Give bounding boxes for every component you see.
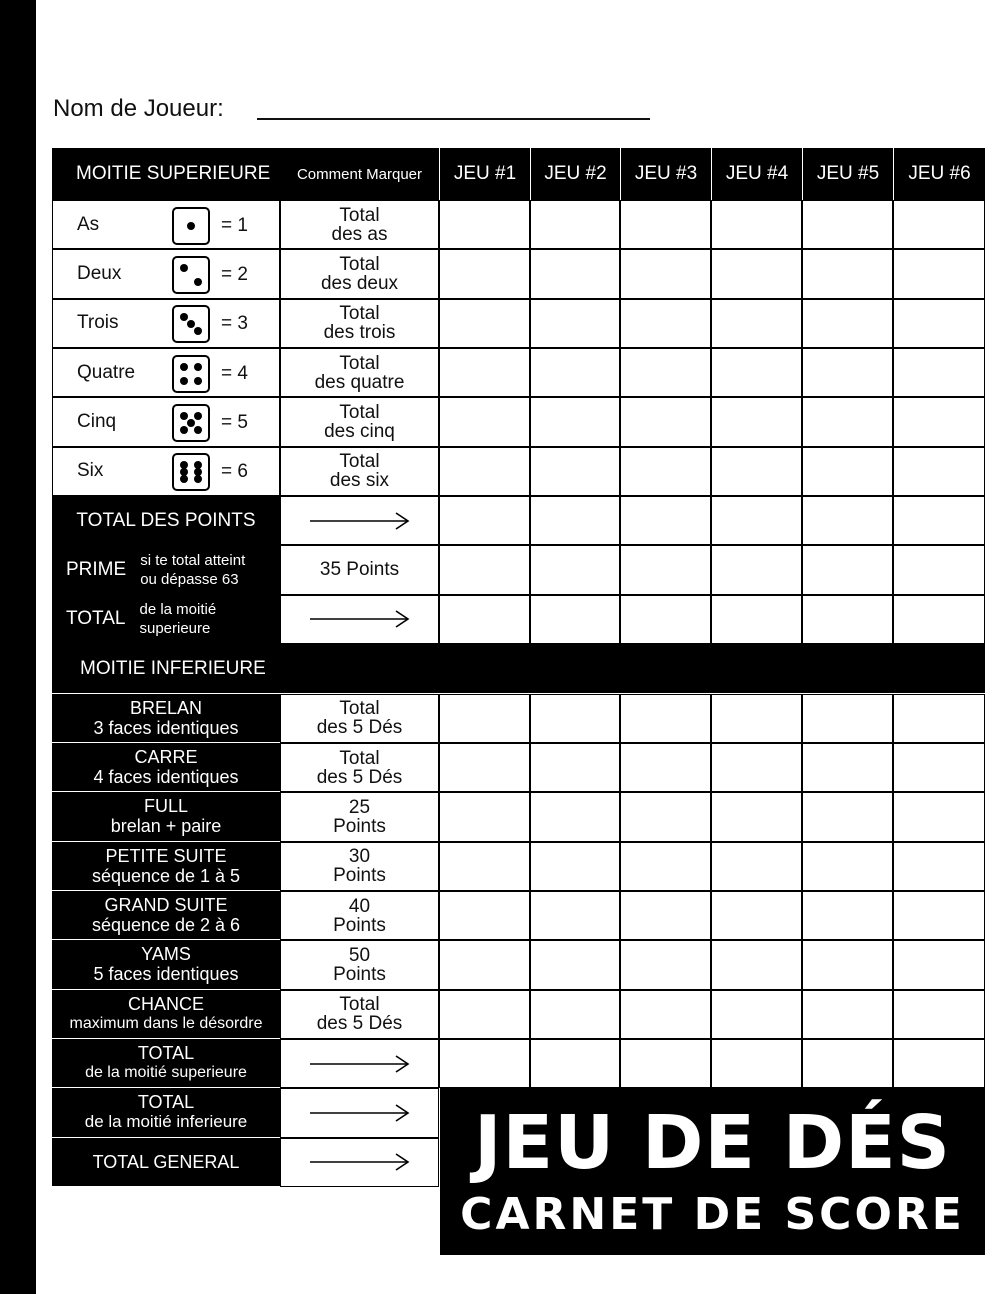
die-pip bbox=[180, 313, 188, 321]
score-cell-lower-1-game-4[interactable] bbox=[711, 694, 802, 743]
score-cell-lower-4-game-3[interactable] bbox=[620, 842, 711, 891]
lower-row-7-howto-line: des 5 Dés bbox=[316, 1013, 403, 1035]
score-cell-lower-5-game-3[interactable] bbox=[620, 891, 711, 940]
upper-row-label: Cinq bbox=[77, 411, 117, 433]
score-cell-upper-4-game-3[interactable] bbox=[620, 348, 711, 397]
score-cell-total-points-game-6[interactable] bbox=[893, 496, 985, 545]
lower-section-title: MOITIE INFERIEURE bbox=[80, 657, 266, 679]
lower-row-4-howto-line: Points bbox=[333, 865, 386, 887]
score-cell-upper-3-game-4[interactable] bbox=[711, 299, 802, 348]
final-row-label-line: TOTAL GENERAL bbox=[92, 1151, 240, 1172]
die-value: = 2 bbox=[221, 264, 248, 286]
score-cell-lower-6-game-2[interactable] bbox=[530, 940, 620, 989]
score-cell-lower-1-game-1[interactable] bbox=[439, 694, 530, 743]
score-cell-lower-8-game-3[interactable] bbox=[620, 1039, 711, 1088]
final-row-label-line: TOTAL bbox=[137, 1092, 195, 1113]
upper-total-note-line: de la moitié bbox=[139, 601, 217, 619]
score-cell-lower-7-game-6[interactable] bbox=[893, 990, 985, 1039]
upper-total-note bbox=[139, 600, 216, 638]
score-cell-lower-5-game-4[interactable] bbox=[711, 891, 802, 940]
die-value: = 6 bbox=[221, 461, 248, 483]
score-cell-lower-8-game-5[interactable] bbox=[802, 1039, 893, 1088]
score-cell-upper-6-game-6[interactable] bbox=[893, 447, 985, 496]
lower-row-6-howto-line: 50 bbox=[348, 944, 371, 966]
score-cell-lower-8-game-6[interactable] bbox=[893, 1039, 985, 1088]
score-cell-upper-6-game-1[interactable] bbox=[439, 447, 530, 496]
lower-row-6-howto-line: Points bbox=[333, 963, 386, 985]
score-cell-bonus-game-2[interactable] bbox=[530, 545, 620, 594]
die-pip bbox=[194, 475, 202, 483]
score-cell-upper-2-game-5[interactable] bbox=[802, 249, 893, 298]
bonus-note bbox=[140, 551, 245, 589]
score-cell-upper-6-game-3[interactable] bbox=[620, 447, 711, 496]
lower-row-label-line: séquence de 1 à 5 bbox=[91, 865, 241, 886]
score-cell-upper-1-game-6[interactable] bbox=[893, 200, 985, 249]
total-points-text: TOTAL DES POINTS bbox=[76, 509, 256, 531]
score-cell-upper-3-game-6[interactable] bbox=[893, 299, 985, 348]
score-cell-lower-3-game-1[interactable] bbox=[439, 792, 530, 841]
how-to-score-six bbox=[280, 447, 439, 496]
upper-row-cinq bbox=[52, 397, 280, 446]
score-cell-lower-4-game-5[interactable] bbox=[802, 842, 893, 891]
score-cell-upper-3-game-1[interactable] bbox=[439, 299, 530, 348]
upper-section-title: MOITIE SUPERIEURE bbox=[76, 163, 271, 184]
score-cell-upper-2-game-6[interactable] bbox=[893, 249, 985, 298]
bonus-title: PRIME bbox=[66, 559, 127, 581]
score-cell-lower-1-game-6[interactable] bbox=[893, 694, 985, 743]
die-pip bbox=[194, 426, 202, 434]
die-face-3-icon bbox=[172, 305, 210, 343]
lower-row-label-line: CARRE bbox=[134, 747, 198, 768]
lower-row-7-label bbox=[52, 990, 280, 1039]
how-to-score-six-line: des six bbox=[329, 470, 390, 492]
how-to-score-cinq-line: Total bbox=[339, 402, 380, 424]
game-header-label: JEU #3 bbox=[634, 163, 698, 184]
lower-row-4-label bbox=[52, 842, 280, 891]
score-cell-upper-5-game-6[interactable] bbox=[893, 397, 985, 446]
die-face-2-icon bbox=[172, 256, 210, 294]
lower-row-3-howto-line: Points bbox=[333, 815, 386, 837]
score-cell-upper-total-game-5[interactable] bbox=[802, 595, 893, 644]
score-cell-upper-4-game-1[interactable] bbox=[439, 348, 530, 397]
score-cell-upper-6-game-5[interactable] bbox=[802, 447, 893, 496]
upper-total-label bbox=[52, 595, 280, 644]
die-pip bbox=[194, 412, 202, 420]
score-cell-upper-total-game-3[interactable] bbox=[620, 595, 711, 644]
lower-row-3-howto bbox=[280, 792, 439, 841]
lower-row-8-label bbox=[52, 1039, 280, 1088]
score-cell-lower-7-game-3[interactable] bbox=[620, 990, 711, 1039]
score-cell-lower-3-game-4[interactable] bbox=[711, 792, 802, 841]
score-cell-bonus-game-1[interactable] bbox=[439, 545, 530, 594]
die-pip bbox=[187, 419, 195, 427]
score-cell-upper-total-game-4[interactable] bbox=[711, 595, 802, 644]
lower-row-label-line: brelan + paire bbox=[110, 816, 222, 837]
score-cell-bonus-game-3[interactable] bbox=[620, 545, 711, 594]
lower-row-label-line: 3 faces identiques bbox=[93, 717, 239, 738]
score-cell-lower-5-game-1[interactable] bbox=[439, 891, 530, 940]
right-arrow-icon bbox=[308, 1054, 412, 1074]
die-value: = 3 bbox=[221, 313, 248, 335]
how-to-score-quatre-line: Total bbox=[339, 352, 380, 374]
score-cell-upper-1-game-2[interactable] bbox=[530, 200, 620, 249]
score-cell-upper-4-game-4[interactable] bbox=[711, 348, 802, 397]
game-header-label: JEU #1 bbox=[453, 163, 517, 184]
bonus-note-line: ou dépasse 63 bbox=[140, 571, 239, 589]
score-cell-upper-4-game-6[interactable] bbox=[893, 348, 985, 397]
score-cell-upper-5-game-1[interactable] bbox=[439, 397, 530, 446]
lower-row-6-label bbox=[52, 940, 280, 989]
lower-row-6-howto bbox=[280, 940, 439, 989]
lower-row-label-line: TOTAL bbox=[137, 1043, 195, 1064]
score-cell-upper-3-game-3[interactable] bbox=[620, 299, 711, 348]
die-pip bbox=[194, 377, 202, 385]
score-cell-upper-1-game-5[interactable] bbox=[802, 200, 893, 249]
how-to-score-trois-line: des trois bbox=[323, 322, 396, 344]
upper-row-label: Quatre bbox=[77, 361, 136, 383]
score-cell-lower-8-game-1[interactable] bbox=[439, 1039, 530, 1088]
score-cell-upper-1-game-3[interactable] bbox=[620, 200, 711, 249]
lower-row-8-howto bbox=[280, 1039, 439, 1088]
score-cell-upper-total-game-6[interactable] bbox=[893, 595, 985, 644]
right-arrow-icon bbox=[308, 609, 412, 629]
right-arrow-icon bbox=[308, 511, 412, 531]
score-cell-upper-1-game-4[interactable] bbox=[711, 200, 802, 249]
score-cell-upper-4-game-5[interactable] bbox=[802, 348, 893, 397]
game-header-5 bbox=[802, 148, 893, 200]
upper-row-trois bbox=[52, 299, 280, 348]
final-row-label-line: de la moitié inferieure bbox=[84, 1112, 248, 1132]
score-cell-lower-6-game-1[interactable] bbox=[439, 940, 530, 989]
die-pip bbox=[187, 320, 195, 328]
how-to-score-deux-line: Total bbox=[339, 254, 380, 276]
score-cell-upper-5-game-3[interactable] bbox=[620, 397, 711, 446]
upper-row-label: Deux bbox=[77, 263, 122, 285]
lower-row-label-line: BRELAN bbox=[129, 697, 203, 718]
game-header-label: JEU #6 bbox=[908, 163, 971, 184]
player-name-field[interactable] bbox=[257, 118, 650, 120]
score-cell-lower-2-game-2[interactable] bbox=[530, 743, 620, 792]
score-cell-total-points-game-1[interactable] bbox=[439, 496, 530, 545]
cover-title-box bbox=[440, 1087, 985, 1255]
how-to-score-quatre-line: des quatre bbox=[314, 371, 405, 393]
game-header-4 bbox=[711, 148, 802, 200]
score-cell-upper-2-game-3[interactable] bbox=[620, 249, 711, 298]
score-cell-bonus-game-6[interactable] bbox=[893, 545, 985, 594]
die-face-6-icon bbox=[172, 453, 210, 491]
lower-row-label-line: YAMS bbox=[141, 944, 191, 965]
score-cell-bonus-game-4[interactable] bbox=[711, 545, 802, 594]
upper-row-quatre bbox=[52, 348, 280, 397]
right-arrow-icon bbox=[308, 1103, 412, 1123]
game-header-label: JEU #2 bbox=[544, 163, 607, 184]
die-pip bbox=[187, 222, 195, 230]
lower-row-label-line: 5 faces identiques bbox=[93, 964, 239, 985]
score-cell-upper-3-game-2[interactable] bbox=[530, 299, 620, 348]
die-pip bbox=[194, 363, 202, 371]
binding-spine bbox=[0, 0, 36, 1294]
game-header-2 bbox=[530, 148, 620, 200]
score-cell-lower-3-game-2[interactable] bbox=[530, 792, 620, 841]
final-row-2-howto bbox=[280, 1138, 439, 1187]
die-pip bbox=[180, 264, 188, 272]
score-cell-upper-2-game-2[interactable] bbox=[530, 249, 620, 298]
die-pip bbox=[180, 475, 188, 483]
die-pip bbox=[180, 426, 188, 434]
die-face-1-icon bbox=[172, 207, 210, 245]
score-cell-lower-7-game-4[interactable] bbox=[711, 990, 802, 1039]
final-row-1-howto bbox=[280, 1088, 439, 1137]
lower-row-4-howto-line: 30 bbox=[348, 846, 371, 868]
upper-row-label: Six bbox=[77, 460, 104, 482]
lower-row-3-howto-line: 25 bbox=[348, 796, 371, 818]
die-value: = 4 bbox=[221, 362, 248, 384]
game-header-6 bbox=[893, 148, 985, 200]
score-cell-lower-1-game-3[interactable] bbox=[620, 694, 711, 743]
bonus-points: 35 Points bbox=[319, 559, 400, 581]
die-pip bbox=[194, 327, 202, 335]
score-cell-total-points-game-4[interactable] bbox=[711, 496, 802, 545]
lower-row-4-howto bbox=[280, 842, 439, 891]
score-cell-lower-6-game-5[interactable] bbox=[802, 940, 893, 989]
game-header-label: JEU #4 bbox=[725, 163, 789, 184]
final-row-2-label bbox=[52, 1138, 280, 1187]
die-pip bbox=[180, 412, 188, 420]
lower-row-2-howto bbox=[280, 743, 439, 792]
how-to-score-as bbox=[280, 200, 439, 249]
lower-row-5-label bbox=[52, 891, 280, 940]
score-cell-lower-3-game-6[interactable] bbox=[893, 792, 985, 841]
score-cell-lower-6-game-4[interactable] bbox=[711, 940, 802, 989]
score-cell-lower-8-game-4[interactable] bbox=[711, 1039, 802, 1088]
lower-row-1-howto-line: Total bbox=[339, 698, 380, 720]
game-header-3 bbox=[620, 148, 711, 200]
die-value: = 5 bbox=[221, 412, 248, 434]
lower-row-2-howto-line: Total bbox=[339, 747, 380, 769]
upper-section-header bbox=[52, 148, 280, 200]
lower-row-label-line: 4 faces identiques bbox=[93, 767, 239, 788]
score-cell-upper-5-game-4[interactable] bbox=[711, 397, 802, 446]
lower-row-label-line: FULL bbox=[143, 796, 188, 817]
score-cell-lower-5-game-2[interactable] bbox=[530, 891, 620, 940]
lower-row-1-howto-line: des 5 Dés bbox=[316, 717, 403, 739]
upper-total-title: TOTAL bbox=[66, 608, 126, 630]
score-cell-upper-6-game-4[interactable] bbox=[711, 447, 802, 496]
how-to-score-six-line: Total bbox=[339, 451, 380, 473]
score-cell-lower-4-game-1[interactable] bbox=[439, 842, 530, 891]
bonus-label bbox=[52, 545, 280, 594]
score-cell-bonus-game-5[interactable] bbox=[802, 545, 893, 594]
score-cell-total-points-game-3[interactable] bbox=[620, 496, 711, 545]
how-to-score-deux bbox=[280, 249, 439, 298]
how-to-score-as-line: Total bbox=[339, 204, 380, 226]
lower-section-header bbox=[52, 644, 985, 693]
how-to-score-trois-line: Total bbox=[339, 303, 380, 325]
score-cell-lower-5-game-6[interactable] bbox=[893, 891, 985, 940]
how-to-score-title: Comment Marquer bbox=[296, 165, 423, 183]
total-points-label bbox=[52, 496, 280, 545]
score-cell-lower-4-game-6[interactable] bbox=[893, 842, 985, 891]
lower-row-1-howto bbox=[280, 694, 439, 743]
score-cell-upper-5-game-5[interactable] bbox=[802, 397, 893, 446]
score-cell-lower-4-game-4[interactable] bbox=[711, 842, 802, 891]
upper-row-label: As bbox=[77, 213, 100, 235]
game-header-label: JEU #5 bbox=[816, 163, 880, 184]
score-cell-lower-2-game-3[interactable] bbox=[620, 743, 711, 792]
upper-total-note-line: superieure bbox=[139, 620, 211, 638]
bonus-howto bbox=[280, 545, 439, 594]
score-cell-lower-1-game-2[interactable] bbox=[530, 694, 620, 743]
score-cell-upper-total-game-1[interactable] bbox=[439, 595, 530, 644]
upper-row-deux bbox=[52, 249, 280, 298]
die-face-5-icon bbox=[172, 404, 210, 442]
how-to-score-cinq-line: des cinq bbox=[324, 421, 395, 443]
score-cell-lower-7-game-2[interactable] bbox=[530, 990, 620, 1039]
die-face-4-icon bbox=[172, 355, 210, 393]
lower-row-3-label bbox=[52, 792, 280, 841]
how-to-score-cinq bbox=[280, 397, 439, 446]
score-cell-upper-5-game-2[interactable] bbox=[530, 397, 620, 446]
score-cell-lower-4-game-2[interactable] bbox=[530, 842, 620, 891]
how-to-score-quatre bbox=[280, 348, 439, 397]
upper-total-howto bbox=[280, 595, 439, 644]
upper-row-as bbox=[52, 200, 280, 249]
how-to-score-as-line: des as bbox=[331, 223, 388, 245]
how-to-score-header bbox=[280, 148, 439, 200]
score-cell-lower-2-game-4[interactable] bbox=[711, 743, 802, 792]
score-cell-lower-2-game-6[interactable] bbox=[893, 743, 985, 792]
score-cell-lower-3-game-5[interactable] bbox=[802, 792, 893, 841]
lower-row-label-line: GRAND SUITE bbox=[104, 895, 228, 916]
die-value: = 1 bbox=[221, 214, 248, 236]
score-cell-lower-6-game-3[interactable] bbox=[620, 940, 711, 989]
how-to-score-trois bbox=[280, 299, 439, 348]
score-cell-upper-4-game-2[interactable] bbox=[530, 348, 620, 397]
lower-row-label-line: CHANCE bbox=[127, 993, 204, 1014]
score-cell-upper-1-game-1[interactable] bbox=[439, 200, 530, 249]
total-points-howto bbox=[280, 496, 439, 545]
score-cell-lower-7-game-1[interactable] bbox=[439, 990, 530, 1039]
lower-row-5-howto-line: 40 bbox=[348, 895, 371, 917]
lower-row-label-line: PETITE SUITE bbox=[105, 845, 227, 866]
right-arrow-icon bbox=[308, 1152, 412, 1172]
upper-row-six bbox=[52, 447, 280, 496]
lower-row-2-howto-line: des 5 Dés bbox=[316, 766, 403, 788]
lower-row-label-line: maximum dans le désordre bbox=[69, 1014, 263, 1032]
lower-row-7-howto bbox=[280, 990, 439, 1039]
score-cell-upper-total-game-2[interactable] bbox=[530, 595, 620, 644]
score-cell-upper-2-game-1[interactable] bbox=[439, 249, 530, 298]
final-row-1-label bbox=[52, 1088, 280, 1137]
game-header-1 bbox=[439, 148, 530, 200]
score-cell-upper-2-game-4[interactable] bbox=[711, 249, 802, 298]
score-cell-lower-1-game-5[interactable] bbox=[802, 694, 893, 743]
score-cell-total-points-game-2[interactable] bbox=[530, 496, 620, 545]
cover-subtitle: CARNET DE SCORE bbox=[460, 1189, 965, 1240]
score-cell-upper-3-game-5[interactable] bbox=[802, 299, 893, 348]
lower-row-7-howto-line: Total bbox=[339, 994, 380, 1016]
score-cell-lower-5-game-5[interactable] bbox=[802, 891, 893, 940]
lower-row-label-line: séquence de 2 à 6 bbox=[91, 915, 241, 936]
bonus-note-line: si te total atteint bbox=[140, 552, 246, 570]
upper-row-label: Trois bbox=[77, 312, 119, 334]
lower-row-2-label bbox=[52, 743, 280, 792]
lower-row-label-line: de la moitié superieure bbox=[85, 1064, 247, 1082]
score-cell-lower-8-game-2[interactable] bbox=[530, 1039, 620, 1088]
lower-row-5-howto bbox=[280, 891, 439, 940]
score-cell-lower-2-game-1[interactable] bbox=[439, 743, 530, 792]
cover-title: JEU DE DÉS bbox=[474, 1100, 951, 1186]
die-pip bbox=[180, 363, 188, 371]
score-cell-lower-3-game-3[interactable] bbox=[620, 792, 711, 841]
score-cell-lower-7-game-5[interactable] bbox=[802, 990, 893, 1039]
score-cell-upper-6-game-2[interactable] bbox=[530, 447, 620, 496]
player-name-label: Nom de Joueur: bbox=[53, 95, 224, 122]
lower-row-5-howto-line: Points bbox=[333, 914, 386, 936]
lower-row-1-label bbox=[52, 694, 280, 743]
die-pip bbox=[194, 278, 202, 286]
how-to-score-deux-line: des deux bbox=[320, 273, 399, 295]
score-cell-lower-6-game-6[interactable] bbox=[893, 940, 985, 989]
score-cell-total-points-game-5[interactable] bbox=[802, 496, 893, 545]
die-pip bbox=[180, 377, 188, 385]
score-cell-lower-2-game-5[interactable] bbox=[802, 743, 893, 792]
